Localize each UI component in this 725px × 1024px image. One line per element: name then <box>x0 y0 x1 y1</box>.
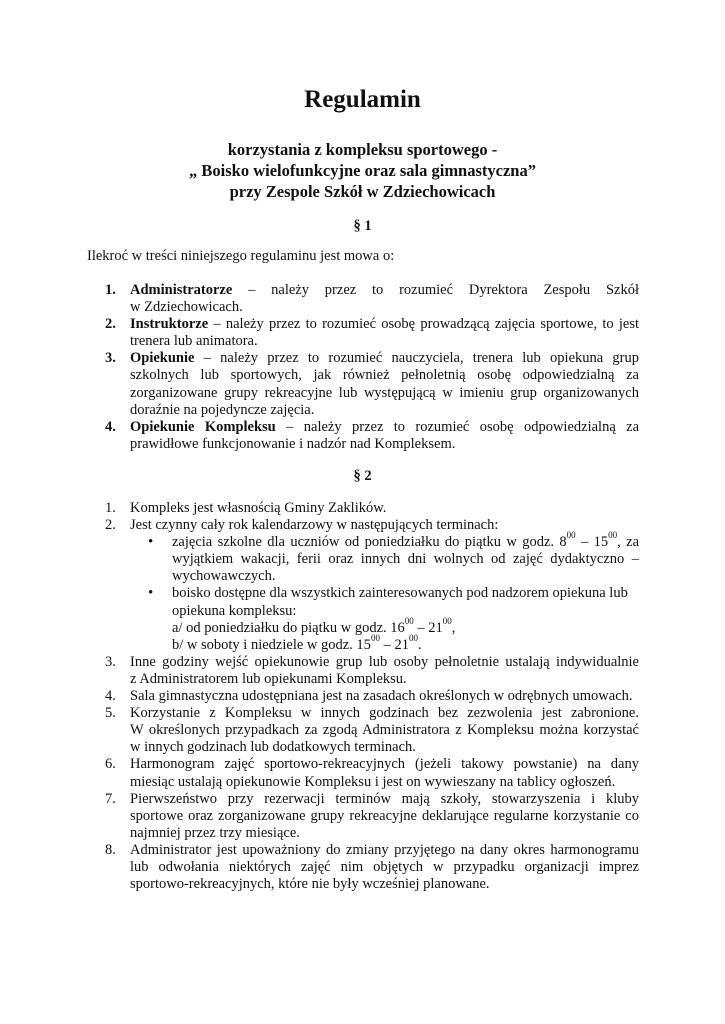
list-item <box>105 517 639 654</box>
document-title: Regulamin <box>304 86 421 113</box>
list-item <box>105 350 639 418</box>
list-number: 2. <box>105 517 116 534</box>
list-item <box>105 705 639 756</box>
list-item <box>105 418 640 453</box>
section-2-heading: § 2 <box>353 468 372 484</box>
definition-text: – należy przez to rozumieć osobę odpowiedzialną za <box>275 418 640 435</box>
rule-text: Pierwszeństwo przy rezerwacji terminów mają szkoły, stowarzyszenia i kluby <box>130 790 639 807</box>
bullet-item <box>148 585 639 653</box>
definition-text: – należy przez to rozumieć Dyrektora Zespołu Szkół <box>232 282 639 298</box>
list-item <box>105 316 639 350</box>
definitions-list <box>105 282 640 453</box>
rule-text: miesiąc ustalają opiekunowie Kompleksu i jest on wywieszany na tablicy ogłoszeń. <box>130 773 616 790</box>
list-item <box>105 500 639 517</box>
definition-text: doraźnie na pojedyncze zajęcia. <box>130 401 315 418</box>
definition-text: – należy przez to rozumieć nauczyciela, trenera lub opiekuna grup <box>194 350 639 367</box>
definition-term: Administratorze <box>130 282 233 298</box>
definition-text: szkolnych lub sportowych, jak również pełnoletnią osobę odpowiedzialną za <box>130 367 639 384</box>
list-number: 5. <box>105 705 116 722</box>
bullet-icon: • <box>148 534 154 551</box>
list-number: 6. <box>105 756 116 773</box>
rules-list <box>105 500 639 893</box>
list-number: 1. <box>105 500 116 516</box>
definition-term: Opiekunie <box>130 350 195 367</box>
list-item <box>105 282 639 316</box>
list-number: 3. <box>105 350 116 367</box>
definition-text: prawidłowe funkcjonowanie i nadzór nad Kompleksem. <box>130 435 456 452</box>
list-item <box>105 756 639 790</box>
list-item <box>105 841 639 893</box>
rule-text: Korzystanie z Kompleksu w innych godzinach bez zezwolenia jest zabronione. <box>130 705 639 722</box>
subtitle-line-1: korzystania z kompleksu sportowego - <box>227 140 498 159</box>
definition-text: w Zdziechowicach. <box>130 299 243 316</box>
rule-text: boisko dostępne dla wszystkich zainteresowanych pod nadzorem opiekuna lub <box>172 585 628 602</box>
rule-text: W określonych przypadkach za zgodą Administratora z Kompleksu można korzystać <box>130 722 639 739</box>
section-1-intro: Ilekroć w treści niniejszego regulaminu jest mowa o: <box>87 248 395 264</box>
rule-text: Inne godziny wejść opiekunowie grup lub osoby pełnoletnie ustalają indywidualnie <box>130 653 639 670</box>
rule-text: b/ w soboty i niedziele w godz. $15^{00} - 21^{00}$. <box>172 632 422 653</box>
list-number: 1. <box>105 282 116 298</box>
definition-term: Opiekunie Kompleksu <box>130 418 276 435</box>
rule-text: Jest czynny cały rok kalendarzowy w następujących terminach: <box>130 517 499 534</box>
rule-text: zajęcia szkolne dla uczniów od poniedziałku do piątku w godz. $8^{00} - 15^{00}$, za <box>172 530 639 551</box>
list-item <box>105 653 639 688</box>
rule-text: Administrator jest upoważniony do zmiany przyjętego na dany okres harmonogramu <box>130 841 639 858</box>
rule-text: Sala gimnastyczna udostępniana jest na zasadach określonych w odrębnych umowach. <box>130 688 633 705</box>
rule-text: wyjątkiem wakacji, ferii oraz innych dni wolnych od zajęć dydaktyczno – <box>172 551 639 568</box>
definition-text: zorganizowane grupy rekreacyjne lub występującą w imieniu grup organizowanych <box>130 384 639 401</box>
bullet-item <box>148 530 639 585</box>
rule-text: Kompleks jest własnością Gminy Zaklików. <box>130 500 387 516</box>
rule-text: z Administratorem lub opiekunami Kompleksu. <box>130 670 407 687</box>
rule-text: w innych godzinach lub dodatkowych terminach. <box>130 739 416 756</box>
subtitle-line-2: „ Boisko wielofunkcyjne oraz sala gimnastyczna” <box>189 161 536 180</box>
list-number: 2. <box>105 316 116 333</box>
list-number: 4. <box>105 688 116 705</box>
rule-text: lub odwołania niektórych zajęć nim objętych w przypadku organizacji imprez <box>130 858 639 875</box>
bullet-icon: • <box>148 585 154 602</box>
list-item <box>105 790 639 842</box>
rule-text: a/ od poniedziałku do piątku w godz. $16^{00} - 21^{00}$, <box>172 615 456 636</box>
rule-text: najmniej przez trzy miesiące. <box>130 824 300 841</box>
rule-text: sportowo-rekreacyjnych, które nie były wcześniej planowane. <box>130 876 490 893</box>
list-number: 8. <box>105 841 116 858</box>
subtitle-line-3: przy Zespole Szkół w Zdziechowicach <box>229 182 496 201</box>
definition-term: Instruktorze <box>130 316 209 333</box>
bullet-list <box>148 530 639 654</box>
rule-text: wychowawczych. <box>172 568 276 585</box>
document-subtitle <box>0 139 725 202</box>
list-number: 7. <box>105 790 116 807</box>
definition-text: trenera lub animatora. <box>130 333 258 350</box>
section-1-heading: § 1 <box>353 218 372 234</box>
list-item <box>105 688 639 705</box>
rule-text: sportowe oraz zorganizowane grupy rekreacyjne deklarujące regularne korzystanie co <box>130 807 639 824</box>
list-number: 3. <box>105 653 116 670</box>
definition-text: – należy przez to rozumieć osobę prowadzącą zajęcia sportowe, to jest <box>208 316 639 333</box>
rule-text: Harmonogram zajęć sportowo-rekreacyjnych (jeżeli takowy powstanie) na dany <box>130 756 639 773</box>
list-number: 4. <box>105 418 116 435</box>
rule-text: opiekuna kompleksu: <box>172 602 297 619</box>
